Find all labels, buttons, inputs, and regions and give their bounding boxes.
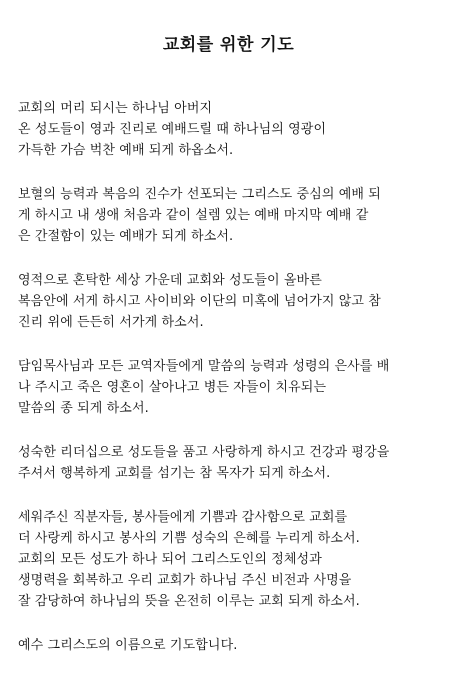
text-line: 가득한 가슴 벅찬 예배 되게 하옵소서. — [18, 143, 234, 158]
text-line: 잘 감당하여 하나님의 뜻을 온전히 이루는 교회 되게 하소서. — [18, 594, 360, 609]
prayer-paragraph-7 — [18, 635, 446, 656]
text-line: 담임목사님과 모든 교역자들에게 말씀의 능력과 성령의 은사를 배 — [18, 359, 390, 374]
text-line: 교회의 모든 성도가 하나 되어 그리스도인의 정체성과 — [18, 552, 322, 567]
prayer-body — [18, 98, 446, 679]
text-line: 온 성도들이 영과 진리로 예배드릴 때 하나님의 영광이 — [18, 122, 327, 137]
prayer-paragraph-5 — [18, 442, 446, 484]
text-line: 주셔서 행복하게 교회를 섬기는 참 목자가 되게 하소서. — [18, 466, 331, 481]
text-line: 성숙한 리더십으로 성도들을 품고 사랑하게 하시고 건강과 평강을 — [18, 445, 390, 460]
document-title: 교회를 위한 기도 — [162, 35, 295, 55]
text-line: 진리 위에 든든히 서가게 하소서. — [18, 315, 204, 330]
text-line: 말씀의 종 되게 하소서. — [18, 401, 149, 416]
prayer-paragraph-3 — [18, 270, 446, 333]
text-line: 영적으로 혼탁한 세상 가운데 교회와 성도들이 올바른 — [18, 273, 322, 288]
text-line: 은 간절함이 있는 예배가 되게 하소서. — [18, 229, 234, 244]
text-line: 나 주시고 죽은 영혼이 살아나고 병든 자들이 치유되는 — [18, 380, 327, 395]
text-line: 생명력을 회복하고 우리 교회가 하나님 주신 비전과 사명을 — [18, 573, 352, 588]
text-line: 보혈의 능력과 복음의 진수가 선포되는 그리스도 중심의 예배 되 — [18, 187, 381, 202]
prayer-paragraph-1 — [18, 98, 446, 161]
text-line: 복음안에 서게 하시고 사이비와 이단의 미혹에 넘어가지 않고 참 — [18, 294, 381, 309]
prayer-paragraph-6 — [18, 507, 446, 612]
text-line: 게 하시고 내 생애 처음과 같이 설렘 있는 예배 마지막 예배 같 — [18, 208, 369, 223]
prayer-paragraph-2 — [18, 184, 446, 247]
text-line: 더 사랑케 하시고 봉사의 기쁨 성숙의 은혜를 누리게 하소서. — [18, 531, 360, 546]
text-line: 예수 그리스도의 이름으로 기도합니다. — [18, 638, 238, 653]
text-line: 교회의 머리 되시는 하나님 아버지 — [18, 101, 213, 116]
prayer-paragraph-4 — [18, 356, 446, 419]
text-line: 세워주신 직분자들, 봉사들에게 기쁨과 감사함으로 교회를 — [18, 510, 348, 525]
